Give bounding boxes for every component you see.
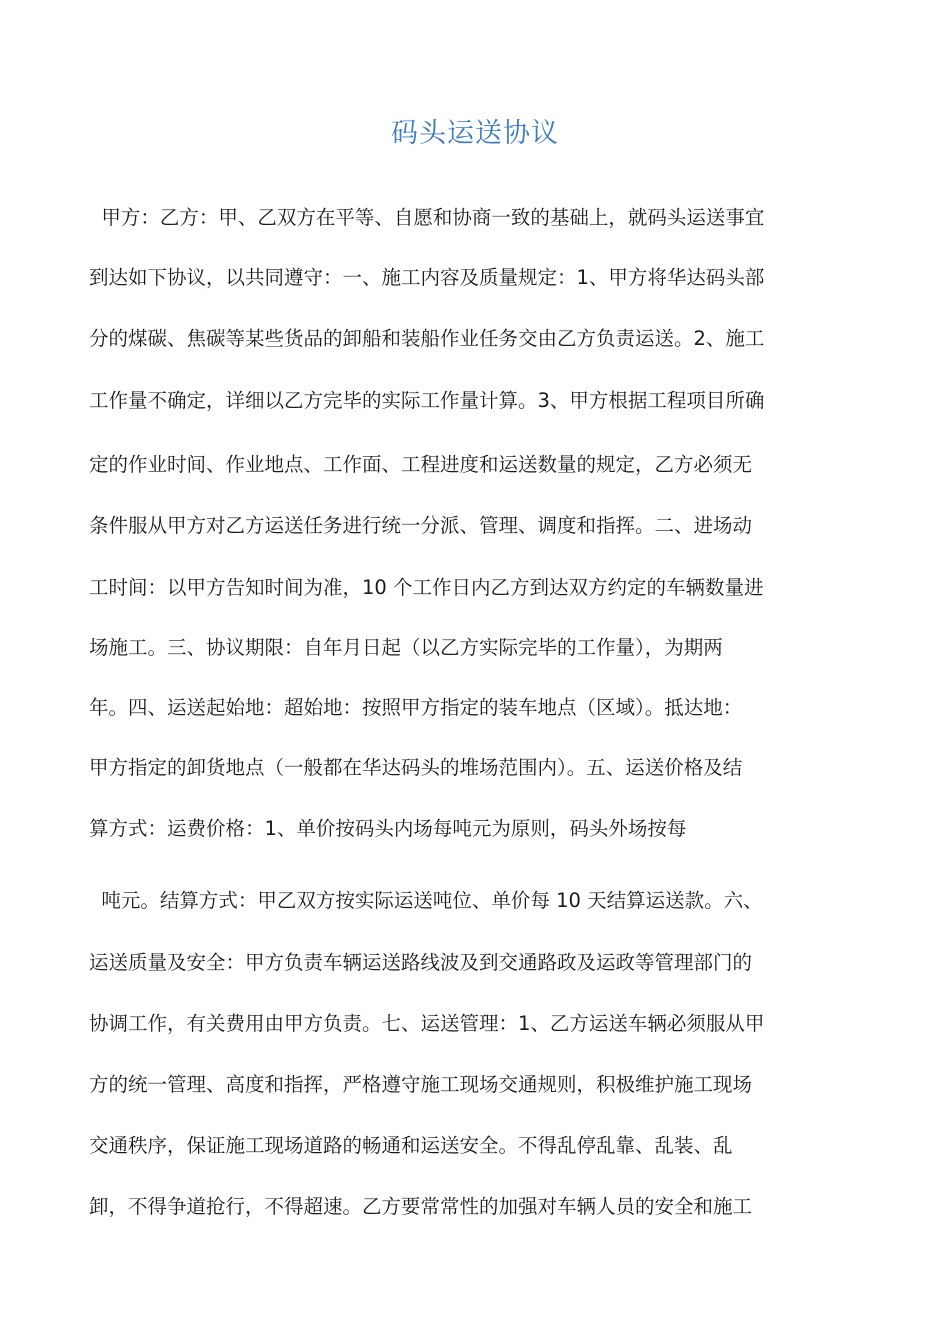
text-line: 工时间：以甲方告知时间为准，10 个工作日内乙方到达双方约定的车辆数量进 (89, 576, 764, 599)
text-line: 协调工作，有关费用由甲方负责。七、运送管理：1、乙方运送车辆必须服从甲 (89, 1012, 765, 1035)
text-line: 年。四、运送起始地：超始地：按照甲方指定的装车地点（区域）。抵达地： (89, 696, 743, 719)
text-line: 定的作业时间、作业地点、工作面、工程进度和运送数量的规定，乙方必须无 (89, 453, 753, 476)
text-line: 交通秩序，保证施工现场道路的畅通和运送安全。不得乱停乱靠、乱装、乱 (89, 1134, 733, 1157)
text-line: 吨元。结算方式：甲乙双方按实际运送吨位、单价每 10 天结算运送款。六、 (89, 889, 763, 912)
text-line: 卸，不得争道抢行，不得超速。乙方要常常性的加强对车辆人员的安全和施工 (89, 1195, 753, 1218)
text-line: 运送质量及安全：甲方负责车辆运送路线波及到交通路政及运政等管理部门的 (89, 951, 753, 974)
text-line: 方的统一管理、高度和指挥，严格遵守施工现场交通规则，积极维护施工现场 (89, 1073, 753, 1096)
text-line: 条件服从甲方对乙方运送任务进行统一分派、管理、调度和指挥。二、进场动 (89, 514, 753, 537)
text-line: 到达如下协议，以共同遵守：一、施工内容及质量规定：1、甲方将华达码头部 (89, 266, 765, 289)
document-title: 码头运送协议 (391, 118, 559, 149)
text-line: 场施工。三、协议期限：自年月日起（以乙方实际完毕的工作量），为期两 (89, 636, 723, 659)
text-line: 甲方指定的卸货地点（一般都在华达码头的堆场范围内）。五、运送价格及结 (89, 756, 743, 779)
text-line: 算方式：运费价格：1、单价按码头内场每吨元为原则，码头外场按每 (89, 817, 687, 840)
text-line: 分的煤碳、焦碳等某些货品的卸船和装船作业任务交由乙方负责运送。2、施工 (89, 327, 765, 350)
text-line: 工作量不确定，详细以乙方完毕的实际工作量计算。3、甲方根据工程项目所确 (89, 389, 765, 412)
text-line: 甲方：乙方：甲、乙双方在平等、自愿和协商一致的基础上，就码头运送事宜 (89, 206, 765, 229)
